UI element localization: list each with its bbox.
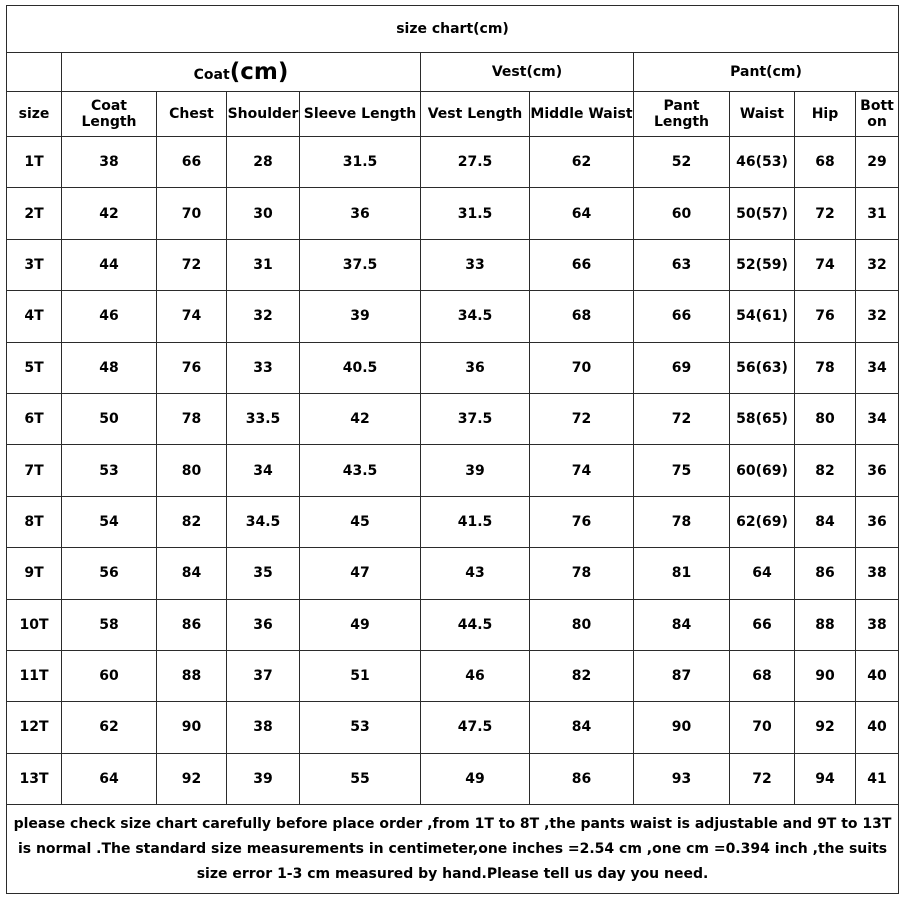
table-cell: 50 [62, 393, 157, 444]
chart-title: size chart(cm) [7, 6, 899, 53]
table-cell: 52 [634, 137, 730, 188]
table-cell: 40 [856, 650, 899, 701]
table-cell: 78 [157, 393, 227, 444]
table-cell: 53 [62, 445, 157, 496]
size-cell: 12T [7, 702, 62, 753]
table-row [7, 239, 899, 290]
size-cell: 8T [7, 496, 62, 547]
table-cell: 70 [157, 188, 227, 239]
table-cell: 39 [300, 291, 421, 342]
table-cell: 42 [300, 393, 421, 444]
table-cell: 80 [157, 445, 227, 496]
size-cell: 4T [7, 291, 62, 342]
table-cell: 37 [227, 650, 300, 701]
coat-group-unit: (cm) [229, 59, 289, 85]
table-cell: 56(63) [730, 342, 795, 393]
table-cell: 58(65) [730, 393, 795, 444]
column-header: Coat Length [62, 92, 157, 137]
table-cell: 31 [856, 188, 899, 239]
table-cell: 55 [300, 753, 421, 804]
table-cell: 36 [300, 188, 421, 239]
table-cell: 90 [795, 650, 856, 701]
table-cell: 43.5 [300, 445, 421, 496]
table-cell: 46 [421, 650, 530, 701]
table-cell: 84 [795, 496, 856, 547]
table-cell: 62 [530, 137, 634, 188]
table-cell: 31.5 [300, 137, 421, 188]
table-cell: 66 [634, 291, 730, 342]
table-cell: 72 [730, 753, 795, 804]
pant-group-header: Pant(cm) [634, 53, 899, 92]
size-cell: 3T [7, 239, 62, 290]
table-cell: 40.5 [300, 342, 421, 393]
table-cell: 72 [157, 239, 227, 290]
table-cell: 38 [856, 599, 899, 650]
table-cell: 37.5 [421, 393, 530, 444]
table-cell: 39 [227, 753, 300, 804]
table-cell: 48 [62, 342, 157, 393]
table-cell: 82 [530, 650, 634, 701]
group-header-row [7, 53, 899, 92]
table-cell: 38 [856, 548, 899, 599]
size-chart [6, 5, 898, 897]
table-cell: 94 [795, 753, 856, 804]
table-cell: 39 [421, 445, 530, 496]
table-cell: 69 [634, 342, 730, 393]
title-row [7, 6, 899, 53]
table-cell: 68 [530, 291, 634, 342]
vest-group-header: Vest(cm) [421, 53, 634, 92]
table-cell: 28 [227, 137, 300, 188]
table-cell: 32 [227, 291, 300, 342]
table-cell: 36 [856, 496, 899, 547]
table-cell: 80 [795, 393, 856, 444]
table-cell: 27.5 [421, 137, 530, 188]
size-chart-table [6, 5, 899, 894]
table-cell: 45 [300, 496, 421, 547]
table-cell: 78 [795, 342, 856, 393]
table-cell: 34 [856, 342, 899, 393]
table-cell: 84 [634, 599, 730, 650]
table-cell: 86 [157, 599, 227, 650]
table-cell: 38 [62, 137, 157, 188]
size-cell: 7T [7, 445, 62, 496]
table-cell: 56 [62, 548, 157, 599]
table-cell: 66 [730, 599, 795, 650]
table-cell: 72 [634, 393, 730, 444]
table-cell: 80 [530, 599, 634, 650]
table-cell: 32 [856, 239, 899, 290]
table-cell: 64 [530, 188, 634, 239]
table-cell: 76 [530, 496, 634, 547]
table-row [7, 342, 899, 393]
table-cell: 47 [300, 548, 421, 599]
size-cell: 13T [7, 753, 62, 804]
table-row [7, 393, 899, 444]
table-cell: 36 [227, 599, 300, 650]
table-cell: 35 [227, 548, 300, 599]
table-cell: 63 [634, 239, 730, 290]
table-cell: 64 [730, 548, 795, 599]
table-cell: 76 [795, 291, 856, 342]
table-cell: 37.5 [300, 239, 421, 290]
column-header: Middle Waist [530, 92, 634, 137]
column-header: Waist [730, 92, 795, 137]
table-row [7, 650, 899, 701]
table-cell: 41.5 [421, 496, 530, 547]
table-cell: 87 [634, 650, 730, 701]
coat-group-header [62, 53, 421, 92]
table-cell: 34.5 [421, 291, 530, 342]
table-cell: 81 [634, 548, 730, 599]
table-cell: 70 [530, 342, 634, 393]
table-cell: 88 [157, 650, 227, 701]
table-row [7, 702, 899, 753]
table-cell: 31.5 [421, 188, 530, 239]
size-cell: 5T [7, 342, 62, 393]
table-cell: 86 [795, 548, 856, 599]
column-header: Shoulder [227, 92, 300, 137]
table-cell: 64 [62, 753, 157, 804]
column-header: Hip [795, 92, 856, 137]
table-cell: 74 [795, 239, 856, 290]
table-cell: 43 [421, 548, 530, 599]
table-row [7, 188, 899, 239]
size-cell: 1T [7, 137, 62, 188]
table-cell: 74 [530, 445, 634, 496]
table-row [7, 291, 899, 342]
table-cell: 93 [634, 753, 730, 804]
column-header: Chest [157, 92, 227, 137]
column-header: size [7, 92, 62, 137]
table-cell: 34 [856, 393, 899, 444]
table-row [7, 496, 899, 547]
size-cell: 9T [7, 548, 62, 599]
table-cell: 53 [300, 702, 421, 753]
table-cell: 38 [227, 702, 300, 753]
column-header: Sleeve Length [300, 92, 421, 137]
table-cell: 60 [62, 650, 157, 701]
table-cell: 66 [530, 239, 634, 290]
table-cell: 40 [856, 702, 899, 753]
table-cell: 82 [157, 496, 227, 547]
table-cell: 52(59) [730, 239, 795, 290]
coat-group-label: Coat [193, 67, 230, 83]
table-cell: 30 [227, 188, 300, 239]
table-cell: 50(57) [730, 188, 795, 239]
size-cell: 11T [7, 650, 62, 701]
table-cell: 78 [634, 496, 730, 547]
table-cell: 47.5 [421, 702, 530, 753]
table-cell: 36 [856, 445, 899, 496]
table-cell: 82 [795, 445, 856, 496]
size-cell: 2T [7, 188, 62, 239]
table-cell: 90 [634, 702, 730, 753]
table-row [7, 445, 899, 496]
column-header: Bott on [856, 92, 899, 137]
table-cell: 62(69) [730, 496, 795, 547]
table-cell: 75 [634, 445, 730, 496]
table-cell: 49 [421, 753, 530, 804]
table-cell: 60(69) [730, 445, 795, 496]
table-cell: 68 [730, 650, 795, 701]
table-cell: 41 [856, 753, 899, 804]
data-rows [7, 137, 899, 805]
table-cell: 58 [62, 599, 157, 650]
note-row [7, 805, 899, 894]
size-note: please check size chart carefully before place order ,from 1T to 8T ,the pants waist is adjustable and 9T to 13T is normal .The standard size measurements in centimeter,one inches =2.54 cm ,one cm =0.394 inch ,the suits size error 1-3 cm measured by hand.Please tell us day you need. [7, 805, 899, 894]
column-header-row [7, 92, 899, 137]
table-cell: 33 [227, 342, 300, 393]
table-cell: 44.5 [421, 599, 530, 650]
table-cell: 46(53) [730, 137, 795, 188]
table-row [7, 599, 899, 650]
table-cell: 31 [227, 239, 300, 290]
table-cell: 72 [795, 188, 856, 239]
table-cell: 34.5 [227, 496, 300, 547]
column-header: Vest Length [421, 92, 530, 137]
table-cell: 34 [227, 445, 300, 496]
corner-cell [7, 53, 62, 92]
table-cell: 42 [62, 188, 157, 239]
table-cell: 51 [300, 650, 421, 701]
table-cell: 84 [157, 548, 227, 599]
table-cell: 90 [157, 702, 227, 753]
table-row [7, 137, 899, 188]
table-cell: 32 [856, 291, 899, 342]
table-cell: 44 [62, 239, 157, 290]
table-cell: 33.5 [227, 393, 300, 444]
column-header: Pant Length [634, 92, 730, 137]
table-row [7, 548, 899, 599]
table-cell: 54 [62, 496, 157, 547]
table-cell: 49 [300, 599, 421, 650]
size-cell: 10T [7, 599, 62, 650]
table-cell: 29 [856, 137, 899, 188]
table-cell: 76 [157, 342, 227, 393]
table-cell: 66 [157, 137, 227, 188]
table-cell: 92 [157, 753, 227, 804]
table-cell: 33 [421, 239, 530, 290]
table-cell: 92 [795, 702, 856, 753]
table-cell: 46 [62, 291, 157, 342]
table-cell: 62 [62, 702, 157, 753]
table-cell: 70 [730, 702, 795, 753]
table-cell: 54(61) [730, 291, 795, 342]
table-cell: 68 [795, 137, 856, 188]
table-row [7, 753, 899, 804]
table-cell: 78 [530, 548, 634, 599]
table-cell: 84 [530, 702, 634, 753]
table-cell: 88 [795, 599, 856, 650]
table-cell: 74 [157, 291, 227, 342]
table-cell: 86 [530, 753, 634, 804]
size-cell: 6T [7, 393, 62, 444]
table-cell: 36 [421, 342, 530, 393]
table-cell: 60 [634, 188, 730, 239]
table-cell: 72 [530, 393, 634, 444]
